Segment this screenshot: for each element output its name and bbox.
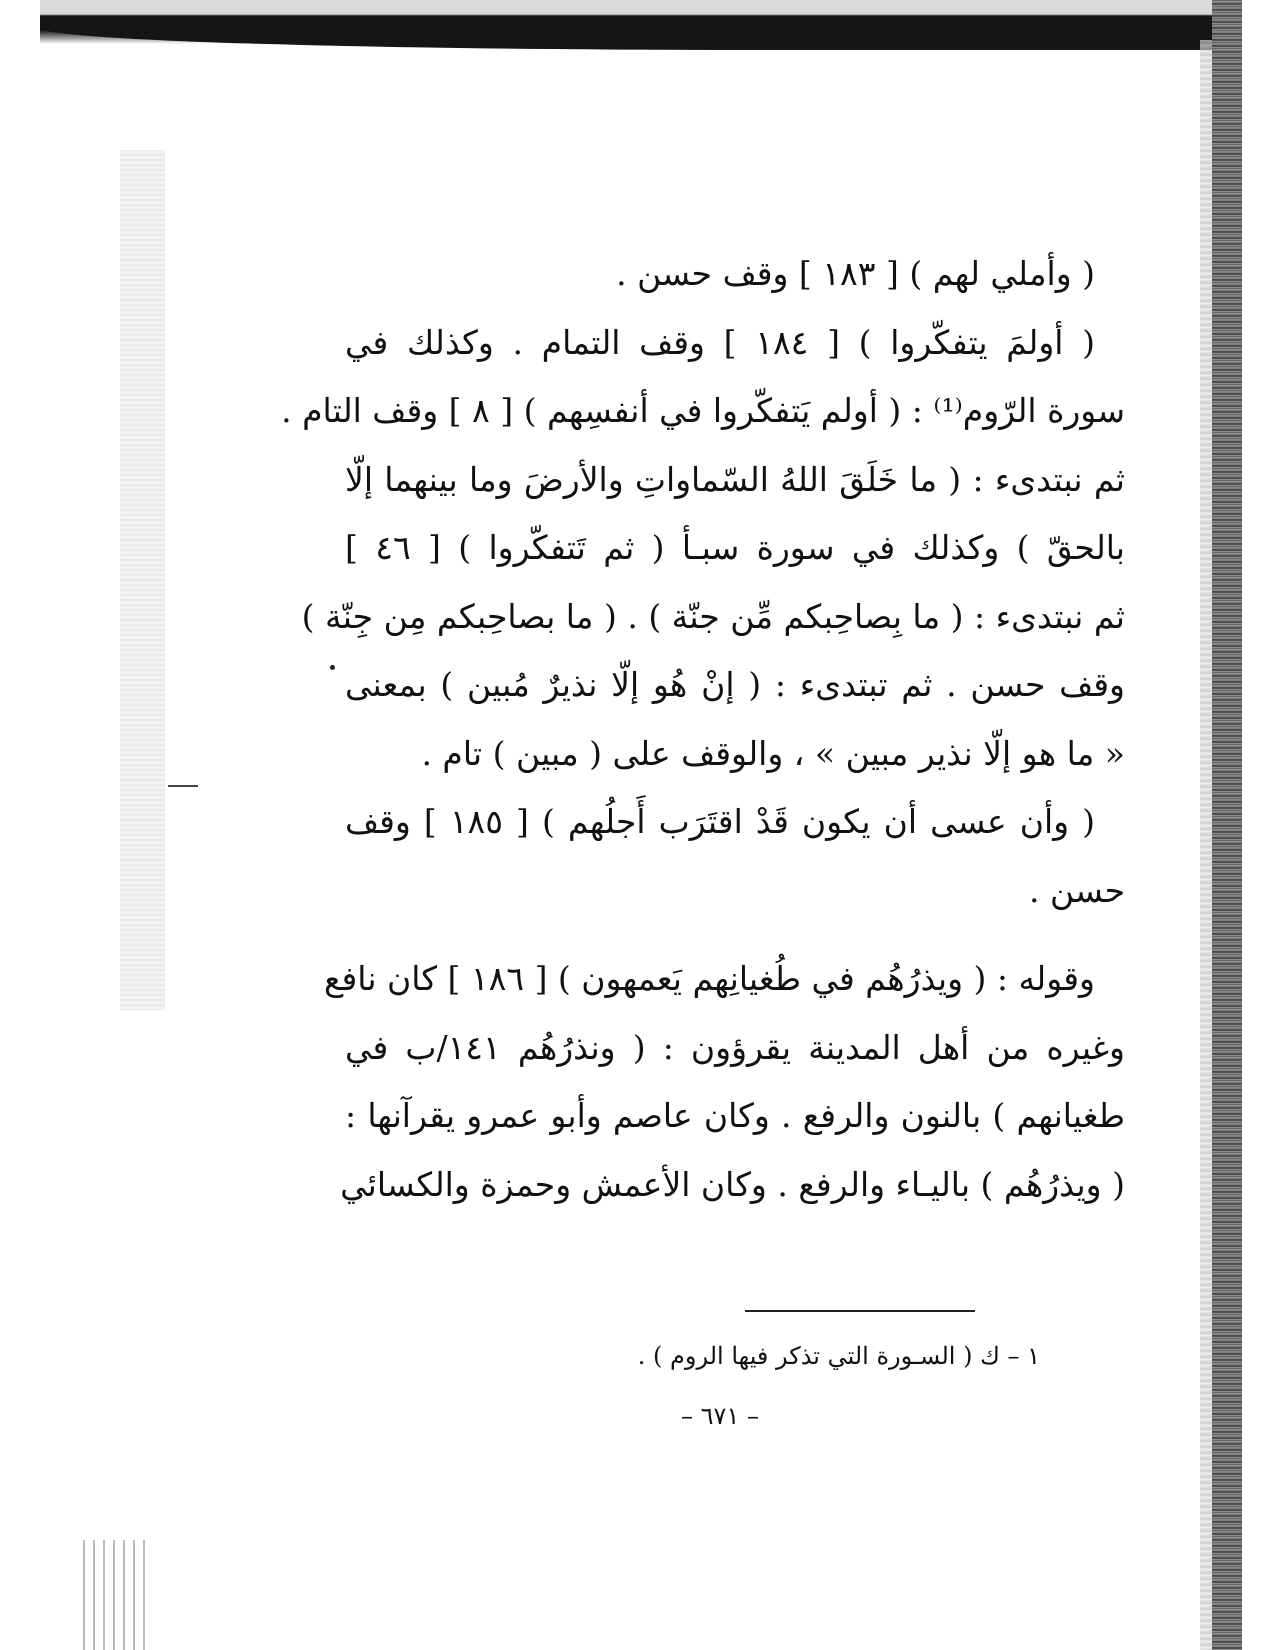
footnote: ١ – ك ( السـورة التي تذكر فيها الروم ) . xyxy=(637,1342,1040,1370)
text-line: ( وأن عسى أن يكون قَدْ اقتَرَب أَجلُهم ) [ ١٨٥ ] وقف xyxy=(345,802,1095,841)
footnote-separator xyxy=(745,1310,975,1312)
page-number: – ٦٧١ – xyxy=(681,1402,759,1430)
text-line: ( وأملي لهم ) [ ١٨٣ ] وقف حسن . xyxy=(616,254,1095,293)
margin-mark xyxy=(168,785,198,787)
text-line: ( ويذرُهُم ) باليـاء والرفع . وكان الأعمش وحمزة والكسائي xyxy=(340,1164,1125,1204)
scan-right-edge xyxy=(1212,0,1242,1650)
text-line: سورة الرّوم⁽¹⁾ : ( أولم يَتفكّروا في أنفسِهم ) [ ٨ ] وقف التام . xyxy=(281,391,1125,430)
text-line: بالحقّ ) وكذلك في سورة سبـأ ( ثم تَتفكّروا ) [ ٤٦ ] xyxy=(345,528,1125,567)
text-line: وقوله : ( ويذرُهُم في طُغيانِهم يَعمهون ) [ ١٨٦ ] كان نافع xyxy=(323,959,1095,998)
text-line: طغيانهم ) بالنون والرفع . وكان عاصم وأبو عمرو يقرآنها : xyxy=(345,1096,1125,1135)
scan-left-bleed xyxy=(120,150,165,1010)
text-line: ثم نبتدىء : ( ما خَلَقَ اللهُ السّماواتِ والأرضَ وما بينهما إلّا xyxy=(345,459,1125,499)
text-line: حسن . xyxy=(1029,870,1125,910)
text-line: ثم نبتدىء : ( ما بِصاحِبكم مِّن جنّة ) . ( ما بصاحِبكم مِن جِنّة ) xyxy=(301,596,1125,636)
page-curl-shadow xyxy=(40,28,1235,50)
main-text xyxy=(281,240,1125,1219)
scan-bottom-marks xyxy=(75,1540,145,1650)
text-line: « ما هو إلّا نذير مبين » ، والوقف على ( مبين ) تام . xyxy=(421,733,1125,773)
text-line: وغيره من أهل المدينة يقرؤون : ( ونذرُهُم ١٤١/ب في xyxy=(345,1027,1125,1067)
text-line: وقف حسن . ثم تبتدىء : ( إنْ هُو إلّا نذيرٌ مُبين ) بمعنى xyxy=(345,665,1125,704)
text-line: ( أولمَ يتفكّروا ) [ ١٨٤ ] وقف التمام . وكذلك في xyxy=(345,322,1095,362)
ink-dot xyxy=(330,665,335,670)
scan-right-edge-shading xyxy=(1200,40,1212,1650)
